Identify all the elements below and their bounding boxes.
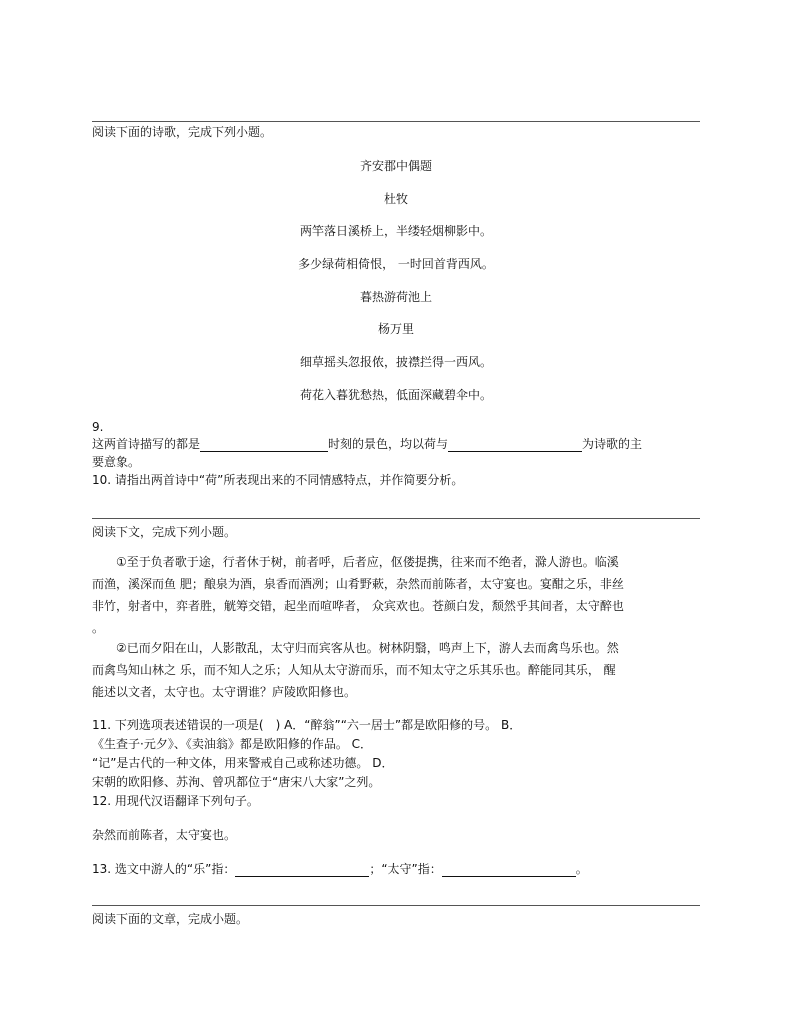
passage-p1-line: 非竹，射者中，弈者胜，觥筹交错，起坐而喧哗者， 众宾欢也。苍颜白发，颓然乎其间者，太守醉也 bbox=[92, 599, 624, 613]
answer-blank-13b[interactable] bbox=[442, 864, 576, 877]
answer-blank-13a[interactable] bbox=[235, 864, 369, 877]
question-11-line2: 《生查子·元夕》、《卖油翁》都是欧阳修的作品。 C． bbox=[92, 737, 373, 751]
question-9 bbox=[92, 436, 642, 452]
section1-heading: 阅读下面的诗歌，完成下列小题。 bbox=[92, 125, 273, 139]
question-12-sentence: 杂然而前陈者，太守宴也。 bbox=[92, 828, 237, 842]
passage-p2-line: 而禽鸟知山林之 乐，而不知人之乐；人知从太守游而乐，而不知太守之乐其乐也。醉能同其乐， 醒 bbox=[92, 663, 616, 677]
question-11-line4: 宋朝的欧阳修、苏洵、曾巩都位于“唐宋八大家”之列。 bbox=[92, 775, 381, 789]
question-10: 10. 请指出两首诗中“荷”所表现出来的不同情感特点，并作简要分析。 bbox=[92, 473, 464, 487]
question-9-text-a: 这两首诗描写的都是 bbox=[92, 437, 201, 451]
question-12: 12. 用现代汉语翻译下列句子。 bbox=[92, 794, 259, 808]
passage-paragraph-2 bbox=[92, 637, 700, 703]
passage-p1-line: 。 bbox=[92, 621, 105, 635]
answer-blank-9b[interactable] bbox=[448, 439, 582, 452]
question-9-text-b: 时刻的景色，均以荷与 bbox=[328, 437, 449, 451]
poem2-line1: 细草摇头忽报侬，披襟拦得一西风。 bbox=[299, 355, 492, 369]
question-13 bbox=[92, 861, 588, 877]
poem2-author: 杨万里 bbox=[377, 322, 414, 336]
question-11-line3: “记”是古代的一种文体，用来警戒自己或称述功德。 D． bbox=[92, 756, 394, 770]
passage-p1-line: ①至于负者歌于途，行者休于树，前者呼，后者应，伛偻提携，往来而不绝者，滁人游也。临溪 bbox=[116, 555, 619, 569]
poem1-author: 杜牧 bbox=[383, 192, 408, 206]
answer-blank-9a[interactable] bbox=[200, 439, 328, 452]
poem2-line2: 荷花入暮犹愁热，低面深藏碧伞中。 bbox=[299, 388, 492, 402]
passage-paragraph-1 bbox=[92, 551, 700, 639]
question-13-text-a: 13. 选文中游人的“乐”指： bbox=[92, 862, 236, 876]
poem1-title: 齐安郡中偶题 bbox=[359, 159, 432, 173]
question-9-number: 9. bbox=[92, 420, 104, 434]
passage-p2-line: ②已而夕阳在山，人影散乱，太守归而宾客从也。树林阴翳，鸣声上下，游人去而禽鸟乐也。然 bbox=[116, 641, 619, 655]
question-9-text-c: 为诗歌的主 bbox=[582, 437, 643, 451]
poem2-title: 暮热游荷池上 bbox=[359, 290, 432, 304]
section-divider-2 bbox=[92, 518, 700, 519]
question-9-continued: 要意象。 bbox=[92, 455, 141, 469]
poem1-line2: 多少绿荷相倚恨， 一时回首背西风。 bbox=[298, 257, 494, 271]
passage-p2-line: 能述以文者，太守也。太守谓谁？庐陵欧阳修也。 bbox=[92, 685, 357, 699]
question-11-line1: 11. 下列选项表述错误的一项是( ) A．“醉翁”“六一居士”都是欧阳修的号。 B． bbox=[92, 718, 522, 732]
section2-heading: 阅读下文，完成下列小题。 bbox=[92, 525, 237, 539]
section-divider-1 bbox=[92, 121, 700, 122]
poem1-line1: 两竿落日溪桥上，半缕轻烟柳影中。 bbox=[299, 224, 492, 238]
question-13-text-c: 。 bbox=[575, 862, 588, 876]
question-13-text-b: ；“太守”指： bbox=[369, 862, 442, 876]
section-divider-3 bbox=[92, 905, 700, 906]
passage-p1-line: 而渔，溪深而鱼 肥；酿泉为酒，泉香而酒冽；山肴野蔌，杂然而前陈者，太守宴也。宴酣之乐，非丝 bbox=[92, 577, 624, 591]
section3-heading: 阅读下面的文章，完成小题。 bbox=[92, 912, 249, 926]
